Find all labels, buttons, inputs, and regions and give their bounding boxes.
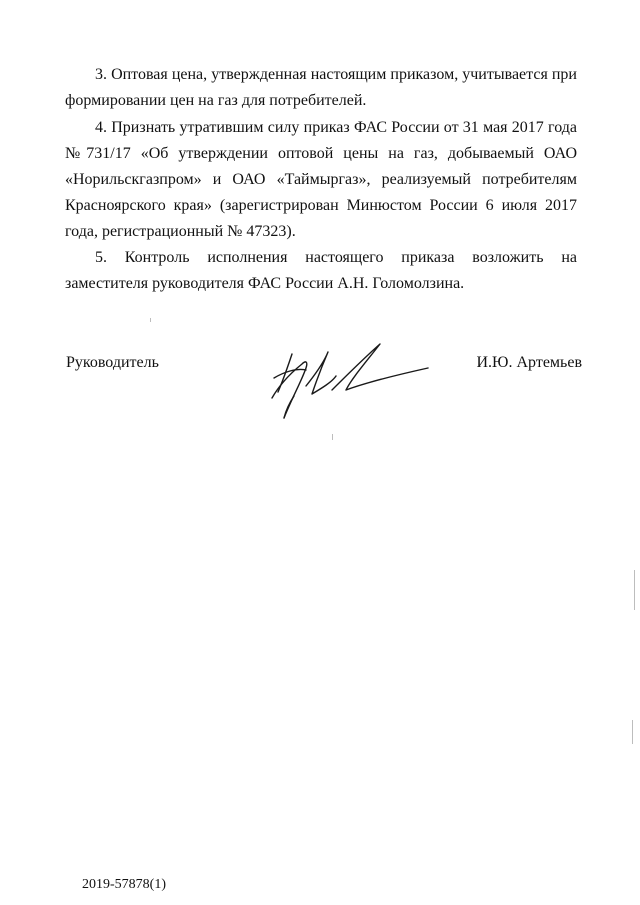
registration-number: 2019-57878(1) (82, 877, 166, 892)
scan-speck (332, 434, 333, 440)
paragraph-3: 3. Оптовая цена, утвержденная настоящим приказом, учитывается при формировании цен на газ для потребителей. (65, 66, 577, 109)
scan-speck (634, 570, 635, 610)
paragraph-5: 5. Контроль исполнения настоящего приказа возложить на заместителя руководителя ФАС России А.Н. Голомолзина. (65, 249, 577, 292)
scan-speck (150, 318, 151, 322)
handwritten-signature-icon (262, 332, 432, 422)
scan-speck (632, 720, 633, 744)
signer-name: И.Ю. Артемьев (476, 354, 582, 371)
signer-title: Руководитель (66, 354, 159, 371)
paragraph-4: 4. Признать утратившим силу приказ ФАС России от 31 мая 2017 года №731/17 «Об утверждении оптовой цены на газ, добываемый ОАО «Норильскгазпром» и ОАО «Таймыргаз», реализуемый потребителям Красноярского края» (зарегистрирован Минюстом России 6 июля 2017 года, регистрационный № 47323). (65, 119, 577, 240)
